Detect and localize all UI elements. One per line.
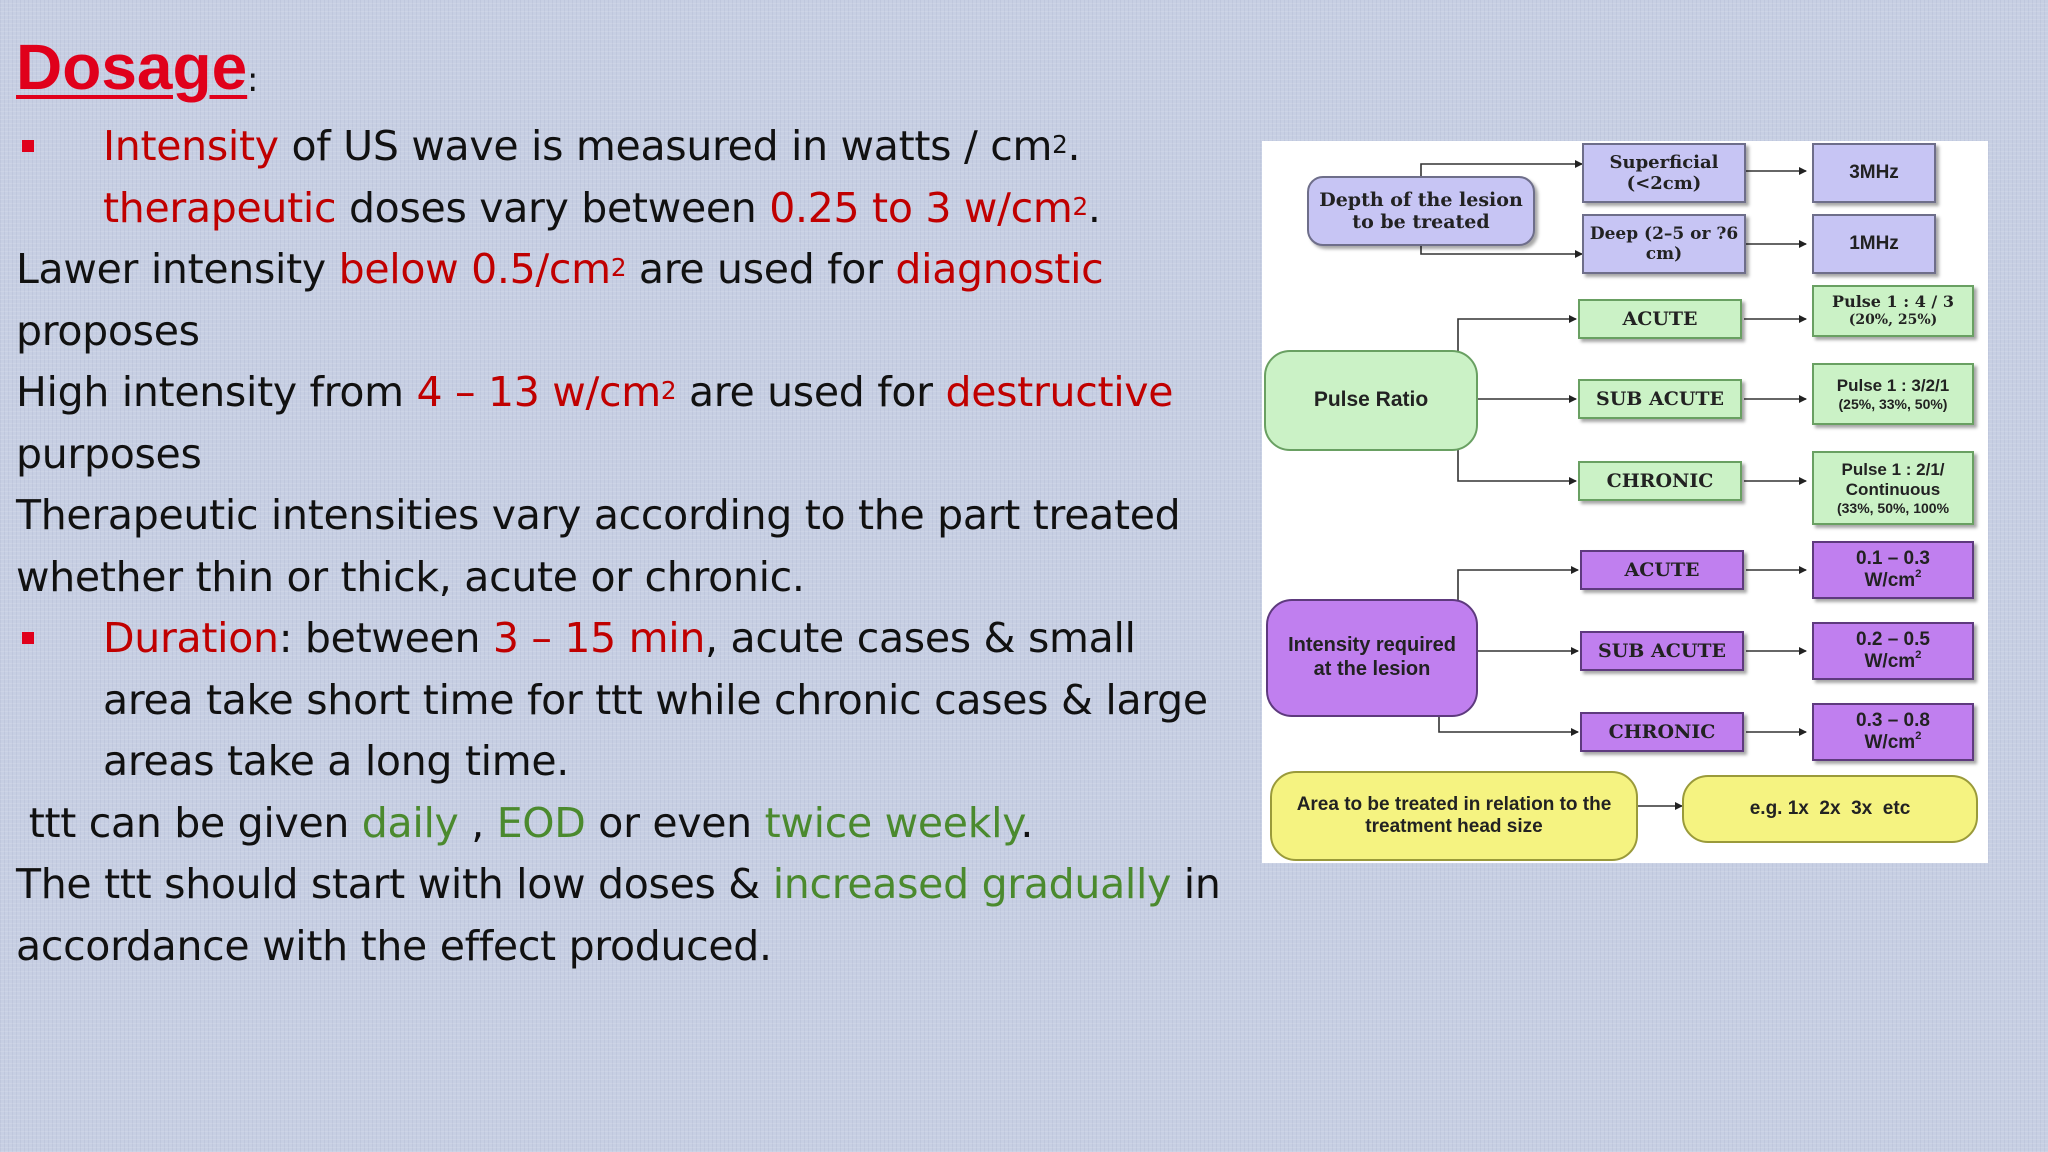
pulse-acute-value-box: [1812, 285, 1974, 337]
pulse-acute-value: Pulse 1 : 4 / 3: [1832, 292, 1954, 312]
text-span: The ttt should start with low doses &: [16, 860, 773, 908]
text-span: Duration: [103, 614, 279, 662]
pulse-acute-percent: (20%, 25%): [1848, 312, 1938, 329]
text-line: Therapeutic intensities vary according to the part treated: [16, 491, 1181, 539]
text-span: High intensity from: [16, 368, 417, 416]
text-line: [16, 362, 1266, 424]
pulse-chronic-percent: (33%, 50%, 100%: [1836, 499, 1950, 516]
superficial-box: Superficial (<2cm): [1582, 143, 1746, 203]
text-span: ttt can be given: [16, 798, 362, 847]
text-span: in: [1171, 860, 1221, 908]
superscript: 2: [1072, 191, 1088, 221]
superscript: 2: [1915, 649, 1922, 661]
text-span: .: [1087, 183, 1101, 232]
bullet-icon: [22, 632, 34, 644]
pulse-subacute-percent: (25%, 33%, 50%): [1838, 395, 1948, 412]
text-span: 4 – 13 w/cm: [416, 368, 661, 416]
superscript: 2: [610, 253, 627, 282]
example-box: e.g. 1x 2x 3x etc: [1682, 775, 1978, 843]
text-line: [16, 608, 1266, 670]
text-line: area take short time for ttt while chronic cases & large: [103, 675, 1208, 724]
intensity-chronic-value-box: [1812, 703, 1974, 761]
slide-body: [16, 116, 1266, 977]
text-span: EOD: [496, 798, 586, 847]
text-span: destructive: [945, 368, 1174, 416]
superscript: 2: [1915, 568, 1922, 580]
intensity-chronic-value: 0.3 – 0.8: [1856, 709, 1930, 731]
intensity-unit: W/cm: [1864, 732, 1916, 753]
text-span: , acute cases & small: [705, 614, 1136, 662]
text-line: areas take a long time.: [103, 737, 570, 785]
intensity-acute-box: ACUTE: [1580, 550, 1744, 590]
superscript: 2: [1052, 130, 1068, 159]
text-span: or even: [585, 798, 765, 847]
text-span: .: [1020, 798, 1034, 847]
text-line: [16, 116, 1266, 178]
intensity-subacute-value-box: [1812, 622, 1974, 680]
text-span: 0.25 to 3 w/cm: [769, 183, 1073, 232]
text-line: [16, 239, 1266, 301]
intensity-subacute-value: 0.2 – 0.5: [1856, 628, 1930, 650]
text-line: purposes: [16, 429, 202, 478]
text-span: Lawer intensity: [16, 245, 339, 293]
text-span: increased gradually: [772, 860, 1172, 908]
text-span: ,: [458, 798, 497, 847]
intensity-unit: W/cm: [1864, 651, 1916, 672]
intensity-chronic-box: CHRONIC: [1580, 712, 1744, 752]
text-line: proposes: [16, 306, 200, 355]
pulse-acute-box: ACUTE: [1578, 299, 1742, 339]
text-span: below 0.5/cm: [338, 245, 611, 293]
3mhz-box: 3MHz: [1812, 143, 1936, 203]
slide-title: Dosage: [16, 31, 248, 103]
deep-box: Deep (2–5 or ?6 cm): [1582, 214, 1746, 274]
text-span: Intensity: [103, 122, 279, 170]
text-span: 3 – 15 min: [492, 614, 706, 662]
text-line: accordance with the effect produced.: [16, 921, 772, 970]
superscript: 2: [660, 376, 677, 405]
intensity-unit: W/cm: [1864, 570, 1916, 591]
1mhz-box: 1MHz: [1812, 214, 1936, 274]
text-span: daily: [361, 798, 459, 847]
bullet-icon: [22, 140, 34, 152]
intensity-acute-value-box: [1812, 541, 1974, 599]
text-span: .: [1067, 122, 1081, 170]
text-span: twice weekly: [764, 798, 1021, 847]
text-span: diagnostic: [895, 245, 1104, 293]
text-span: are used for: [676, 368, 946, 416]
intensity-acute-value: 0.1 – 0.3: [1856, 547, 1930, 569]
text-span: are used for: [626, 245, 896, 293]
text-line: [16, 178, 1266, 240]
text-line: [16, 793, 1266, 855]
area-box: Area to be treated in relation to the treatment head size: [1270, 771, 1638, 861]
pulse-subacute-box: SUB ACUTE: [1578, 379, 1742, 419]
text-span: doses vary between: [336, 183, 770, 232]
pulse-chronic-value-box: [1812, 451, 1974, 525]
text-span: of US wave is measured in watts / cm: [278, 122, 1053, 170]
pulse-chronic-continuous: Continuous: [1845, 479, 1941, 499]
intensity-subacute-box: SUB ACUTE: [1580, 631, 1744, 671]
pulse-chronic-box: CHRONIC: [1578, 461, 1742, 501]
pulse-subacute-value-box: [1812, 363, 1974, 425]
pulse-chronic-value: Pulse 1 : 2/1/: [1841, 459, 1945, 479]
slide-title-colon: :: [247, 60, 259, 100]
ultrasound-dosage-diagram: [1262, 141, 1988, 863]
pulse-ratio-box: Pulse Ratio: [1264, 350, 1478, 451]
pulse-subacute-value: Pulse 1 : 3/2/1: [1836, 375, 1950, 395]
depth-box: Depth of the lesion to be treated: [1307, 176, 1535, 246]
text-span: : between: [278, 614, 493, 662]
superscript: 2: [1915, 730, 1922, 742]
text-line: whether thin or thick, acute or chronic.: [16, 552, 805, 601]
text-span: therapeutic: [103, 183, 337, 232]
text-line: [16, 854, 1266, 916]
intensity-box: Intensity required at the lesion: [1266, 599, 1478, 717]
